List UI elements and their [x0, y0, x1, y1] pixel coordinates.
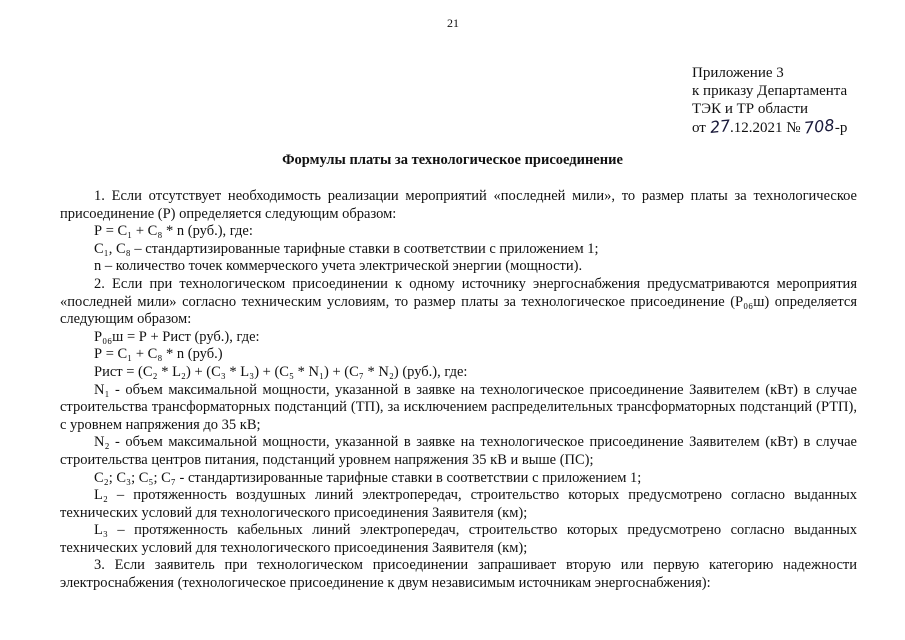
formula-1: Р = С₁ + С₈ * n (руб.), где:: [94, 223, 253, 240]
page-number: 21: [447, 16, 459, 30]
paragraph-3: 3. Если заявитель при технологическом присоединении запрашивает вторую или первую категорию надежности электроснабжения (технологическое присоединение к двум независимым источникам энергоснабжения):: [60, 557, 857, 592]
formula-3: Р = С₁ + С₈ * n (руб.): [94, 346, 223, 363]
date-rest: .12.2021 №: [729, 120, 801, 136]
definition-l2: L₂ – протяженность воздушных линий электропередач, строительство которых предусмотрено согласно выданных технических условий для технологического присоединения Заявителя (км);: [60, 487, 857, 521]
definition-n1: N₁ - объем максимальной мощности, указанной в заявке на технологическое присоединение Заявителем (кВт) в случае строительства трансформаторных подстанций (ТП), за исключением распределительных трансформаторных подстанций (РТП), с уровнем напряжения до 35 кВ;: [60, 381, 857, 433]
appendix-header: [692, 64, 847, 137]
formula-1-desc-1: С₁, С₈ – стандартизированные тарифные ставки в соответствии с приложением 1;: [94, 240, 599, 257]
formula-1-desc-2: n – количество точек коммерческого учета электрической энергии (мощности).: [94, 258, 583, 275]
definition-n2: N₂ - объем максимальной мощности, указанной в заявке на технологическое присоединение Заявителем (кВт) в случае строительства центров питания, подстанций уровнем напряжения 35 кВ и выше (ПС);: [60, 434, 857, 468]
appendix-date-line: [692, 115, 848, 138]
formula-4: Рист = (С₂ * L₂) + (С₃ * L₃) + (С₅ * N₁) + (С₇ * N₂) (руб.), где:: [94, 363, 468, 380]
document-body: [60, 188, 857, 593]
order-suffix: -р: [834, 120, 848, 136]
definition-l3: L₃ – протяженность кабельных линий электропередач, строительство которых предусмотрено согласно выданных технических условий для технологического присоединения Заявителя (км);: [60, 522, 857, 556]
definition-c-list: С₂; С₃; С₅; С₇ - стандартизированные тарифные ставки в соответствии с приложением 1;: [94, 469, 642, 486]
document-title: Формулы платы за технологическое присоединение: [282, 152, 623, 168]
paragraph-2: 2. Если при технологическом присоединении к одному источнику энергоснабжения предусматриваются мероприятия «последней мили» согласно техническим условиям, то размер платы за технологическое присоединение (Р₀₆ш) определяется следующим образом:: [60, 275, 857, 328]
formula-2: Р₀₆ш = Р + Рист (руб.), где:: [94, 328, 260, 345]
handwritten-order-number: 708: [803, 115, 836, 138]
paragraph-1: 1. Если отсутствует необходимость реализации мероприятий «последней мили», то размер платы за технологическое присоединение (Р) определяется следующим образом:: [60, 188, 857, 222]
appendix-line-2: к приказу Департамента: [692, 83, 848, 99]
date-prefix: от: [692, 120, 706, 136]
appendix-line-1: Приложение 3: [692, 65, 784, 81]
appendix-line-3: ТЭК и ТР области: [692, 101, 808, 117]
handwritten-day: 27: [708, 115, 731, 138]
